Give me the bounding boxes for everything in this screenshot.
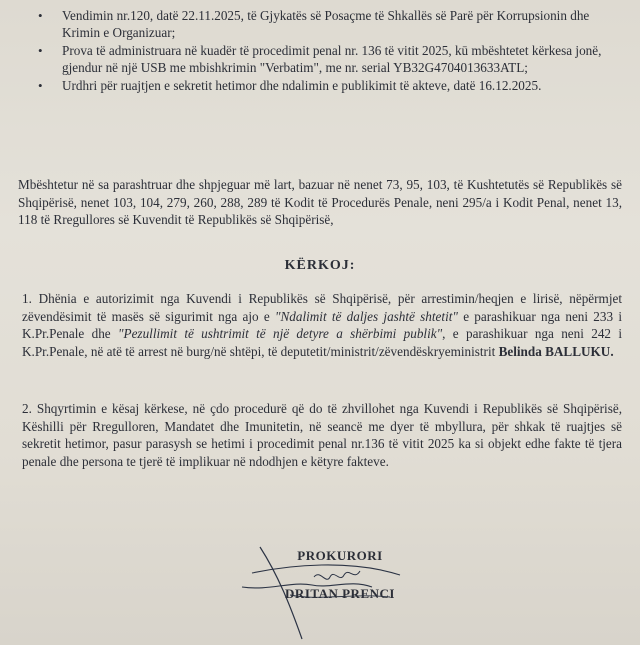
measure-quote: "Ndalimit të daljes jashtë shtetit": [274, 308, 458, 324]
bullet-icon: •: [38, 43, 43, 58]
list-item-text: Urdhri për ruajtjen e sekretit hetimor dhe ndalimin e publikimit të akteve, datë 16.12.2025.: [62, 78, 542, 93]
request-heading: KËRKOJ:: [284, 258, 356, 273]
bullet-icon: •: [38, 8, 43, 23]
request-text: , e parashikuar nga neni 242 i K.Pr.Penale, në atë të arrest në burg/në shtëpi, të deputetit/ministrit/zëvendëskryeministrit: [22, 326, 623, 359]
subject-name: Belinda BALLUKU.: [498, 343, 614, 359]
signatory-name: DRITAN PRENCI: [285, 586, 395, 601]
request-text: e parashikuar nga neni 233 i K.Pr.Penale dhe: [22, 308, 622, 341]
list-item: [38, 8, 628, 41]
list-item: [38, 43, 628, 76]
request-text: 1. Dhënia e autorizimit nga Kuvendi i Republikës së Shqipërisë, për arrestimin/heqjen e lirisë, nëpërmjet zëvendësimit të masës së sigurimit nga ajo e: [22, 291, 622, 324]
evidence-list: [38, 8, 628, 97]
signatory-title: PROKURORI: [297, 548, 383, 563]
signature-block: [270, 548, 410, 602]
measure-quote: "Pezullimit të ushtrimit të një detyre a shërbimi publik": [117, 326, 443, 341]
list-item: [38, 78, 628, 95]
bullet-icon: •: [38, 78, 43, 93]
request-item-1: [22, 290, 622, 360]
list-item-text: Vendimin nr.120, datë 22.11.2025, të Gjykatës së Posaçme të Shkallës së Parë për Korrupsionin dhe Krimin e Organizuar;: [62, 8, 590, 40]
legal-basis-paragraph: Mbështetur në sa parashtruar dhe shpjeguar më lart, bazuar në nenet 73, 95, 103, të Kushtetutës së Republikës së Shqipërisë, nenet 103, 104, 279, 260, 288, 289 të Kodit të Procedurës Penale, neni 295/a i Kodit Penal, nenet 13, 118 të Rregullores së Kuvendit të Republikës së Shqipërisë,: [18, 177, 622, 227]
list-item-text: Prova të administruara në kuadër të procedimit penal nr. 136 të vitit 2025, kū mbështetet kërkesa jonë, gjendur në një USB me mbishkrimin "Verbatim", me nr. serial YB32G4704013633ATL;: [62, 43, 602, 75]
request-item-2: 2. Shqyrtimin e kësaj kërkese, në çdo procedurë që do të zhvillohet nga Kuvendi i Republikës së Shqipërisë, Këshilli për Rregulloren, Mandatet dhe Imunitetin, në seancë me dyer të mbyllura, për shkak të ruajtjes së sekretit hetimor, pasur parasysh se hetimi i procedimit penal nr.136 të vitit 2025 ka si objekt edhe fakte të tjera penale dhe persona te tjerë të implikuar në ndodhjen e këtyre fakteve.: [22, 401, 622, 469]
